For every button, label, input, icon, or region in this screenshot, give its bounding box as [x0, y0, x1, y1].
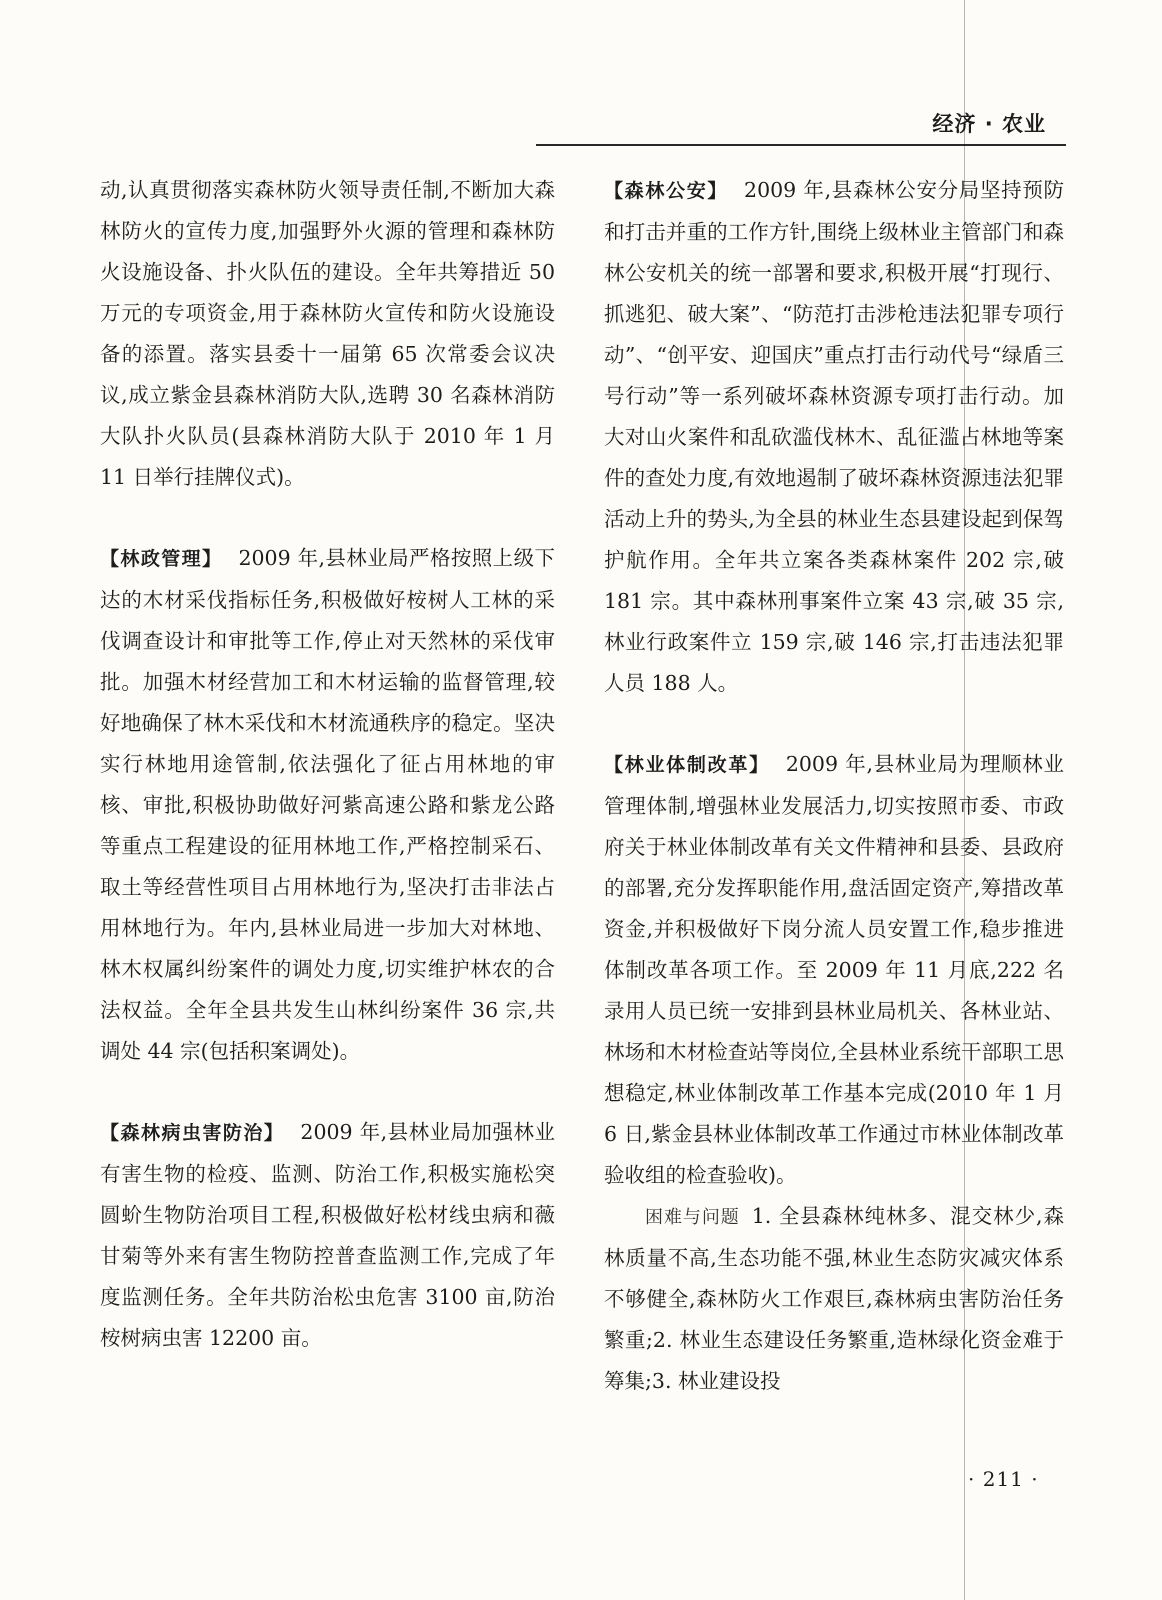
section-title: 经济 · 农业	[932, 112, 1046, 136]
section-heading: 【森林公安】	[604, 180, 729, 202]
paragraph-forestry-reform	[604, 744, 1064, 1196]
paragraph-text: 2009 年,县林业局严格按照上级下达的木材采伐指标任务,积极做好桉树人工林的采伐调查设计和审批等工作,停止对天然林的采伐审批。加强木材经营加工和木材运输的监督管理,较好地确保了林木采伐和木材流通秩序的稳定。坚决实行林地用途管制,依法强化了征占用林地的审核、审批,积极协助做好河紫高速公路和紫龙公路等重点工程建设的征用林地工作,严格控制采石、取土等经营性项目占用林地行为,坚决打击非法占用林地行为。年内,县林业局进一步加大对林地、林木权属纠纷案件的调处力度,切实维护林农的合法权益。全年全县共发生山林纠纷案件 36 宗,共调处 44 宗(包括积案调处)。	[100, 546, 555, 1063]
section-heading: 【森林病虫害防治】	[100, 1122, 285, 1144]
paragraph-text: 1. 全县森林纯林多、混交林少,森林质量不高,生态功能不强,林业生态防灾减灾体系不够健全,森林防火工作艰巨,森林病虫害防治任务繁重;2. 林业生态建设任务繁重,造林绿化资金难于筹集;3. 林业建设投	[604, 1204, 1065, 1393]
paragraph-forestry-administration	[100, 538, 555, 1072]
paragraph-forest-police	[604, 170, 1064, 704]
paragraph-pest-control	[100, 1112, 555, 1359]
section-heading: 【林业体制改革】	[604, 754, 770, 776]
left-column	[100, 170, 555, 1359]
right-column	[604, 170, 1064, 1402]
paragraph-fire-prevention-continued	[100, 170, 555, 498]
paragraph-text: 2009 年,县林业局为理顺林业管理体制,增强林业发展活力,切实按照市委、市政府关于林业体制改革有关文件精神和县委、县政府的部署,充分发挥职能作用,盘活固定资产,筹措改革资金,并积极做好下岗分流人员安置工作,稳步推进体制改革各项工作。至 2009 年 11 月底,222 名录用人员已统一安排到县林业局机关、各林业站、林场和木材检查站等岗位,全县林业系统干部职工思想稳定,林业体制改革工作基本完成(2010 年 1 月 6 日,紫金县林业体制改革工作通过市林业体制改革验收组的检查验收)。	[604, 752, 1064, 1187]
section-heading: 【林政管理】	[100, 548, 223, 570]
subsection-heading: 困难与问题	[645, 1207, 740, 1228]
paragraph-text: 动,认真贯彻落实森林防火领导责任制,不断加大森林防火的宣传力度,加强野外火源的管理和森林防火设施设备、扑火队伍的建设。全年共筹措近 50 万元的专项资金,用于森林防火宣传和防火设施设备的添置。落实县委十一届第 65 次常委会议决议,成立紫金县森林消防大队,选聘 30 名森林消防大队扑火队员(县森林消防大队于 2010 年 1 月 11 日举行挂牌仪式)。	[100, 178, 555, 489]
running-header	[536, 100, 1066, 146]
paragraph-problems	[604, 1196, 1064, 1402]
page-number: · 211 ·	[968, 1467, 1039, 1491]
paragraph-text: 2009 年,县森林公安分局坚持预防和打击并重的工作方针,围绕上级林业主管部门和森林公安机关的统一部署和要求,积极开展“打现行、抓逃犯、破大案”、“防范打击涉枪违法犯罪专项行动”、“创平安、迎国庆”重点打击行动代号“绿盾三号行动”等一系列破坏森林资源专项打击行动。加大对山火案件和乱砍滥伐林木、乱征滥占林地等案件的查处力度,有效地遏制了破坏森林资源违法犯罪活动上升的势头,为全县的林业生态县建设起到保驾护航作用。全年共立案各类森林案件 202 宗,破 181 宗。其中森林刑事案件立案 43 宗,破 35 宗,林业行政案件立 159 宗,破 146 宗,打击违法犯罪人员 188 人。	[604, 178, 1064, 695]
paragraph-text: 2009 年,县林业局加强林业有害生物的检疫、监测、防治工作,积极实施松突圆蚧生物防治项目工程,积极做好松材线虫病和薇甘菊等外来有害生物防控普查监测工作,完成了年度监测任务。全年共防治松虫危害 3100 亩,防治桉树病虫害 12200 亩。	[100, 1120, 555, 1350]
